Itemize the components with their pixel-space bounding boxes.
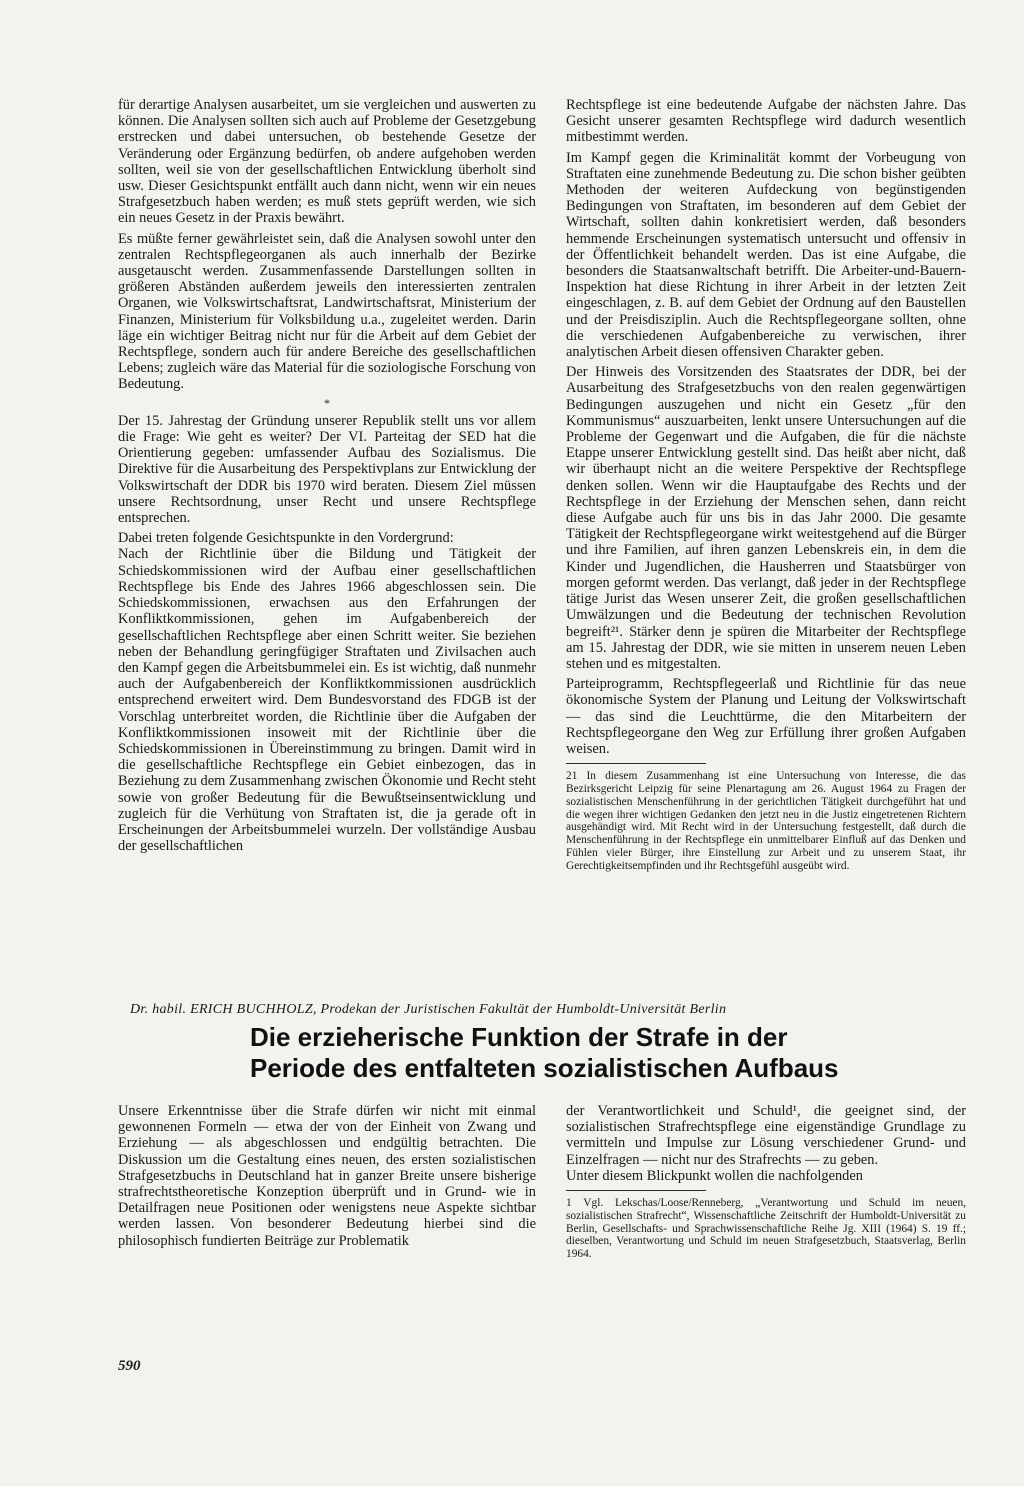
paragraph: Unsere Erkenntnisse über die Strafe dürfen wir nicht mit einmal gewonnenen Formeln — etwa der von der Einheit von Zwang und Erziehung — als abgeschlossen und endgültig betrachten. Die Diskussion um die Gestaltung eines neuen, des ersten sozialistischen Strafgesetzbuchs in Deutschland hat in ganzer Breite unsere bisherige strafrechtstheoretische Konzeption überprüft und in Grund- wie in Detailfragen neue Positionen oder wenigstens neue Aspekte sichtbar werden lassen. Von besonderer Bedeutung hierbei sind die philosophisch fundierten Beiträge zur Problematik <box>118 1103 536 1249</box>
footnote-text: 1 Vgl. Lekschas/Loose/Renneberg, „Verantwortung und Schuld im neuen, sozialistischen Strafrecht“, Wissenschaftliche Zeitschrift der Humboldt-Universität zu Berlin, Gesellschafts- und Sprachwissenschaftliche Reihe Jg. XIII (1964) S. 19 ff.; dieselben, Verantwortung und Schuld im neuen Strafgesetzbuch, Staatsverlag, Berlin 1964. <box>566 1197 966 1261</box>
paragraph: Der Hinweis des Vorsitzenden des Staatsrates der DDR, bei der Ausarbeitung des Strafgesetzbuchs von den realen gegenwärtigen Bedingungen auszugehen und nicht ein Gesetz „für den Kommunismus“ auszuarbeiten, lenkt unsere Untersuchungen auf die Probleme der Gegenwart und die Aufgaben, die für die nächste Etappe unserer Entwicklung gestellt sind. Das heißt aber nicht, daß wir überhaupt nicht an die weitere Perspektive der Rechtspflege denken sollen. Wenn wir die Hauptaufgabe des Rechts und der Rechtspflege in der Erziehung der Menschen sehen, dann reicht diese Aufgabe auch für uns bis in das Jahr 2000. Die gesamte Tätigkeit der Rechtspflegeorgane wirkt weitestgehend auf die Bürger und ihre Familien, auf ihren ganzen Lebenskreis ein, in dem die Kinder und Jugendlichen, die Hausherren und Staatsbürger von morgen geformt werden. Das verlangt, daß jeder in der Rechtspflege tätige Jurist das Wesen unserer Zeit, die großen gesellschaftlichen Umwälzungen und die Bedeutung der technischen Revolution begreift²¹. Stärker denn je spüren die Mitarbeiter der Rechtspflege am 15. Jahrestag der DDR, wie sie mitten in unserem neuen Leben stehen und es mitgestalten. <box>566 364 966 672</box>
title-line-1: Die erzieherische Funktion der Strafe in der <box>250 1022 788 1052</box>
right-column-top <box>566 97 966 873</box>
paragraph: Im Kampf gegen die Kriminalität kommt der Vorbeugung von Straftaten eine zunehmende Bedeutung zu. Die schon bisher geübten Methoden der weiteren Aufdeckung von begünstigenden Bedingungen von Straftaten, im besonderen auf dem Gebiet der Wirtschaft, sollten dahin konkretisiert werden, daß besonders hemmende Erscheinungen systematisch untersucht und offensiv in der Öffentlichkeit behandelt werden. Das ist eine Aufgabe, die besonders die Staatsanwaltschaft betrifft. Die Arbeiter-und-Bauern-Inspektion hat diese Richtung in ihrer Arbeit in der letzten Zeit eingeschlagen, z. B. auf dem Gebiet der Ordnung auf den Baustellen und der Preisdisziplin. Auch die Rechtspflegeorgane sollten, ohne die verschiedenen Aufgabenbereiche zu verwischen, ihrer analytischen Arbeit diesen offensiven Charakter geben. <box>566 149 966 361</box>
section-separator: * <box>324 395 330 410</box>
paragraph: Nach der Richtlinie über die Bildung und Tätigkeit der Schiedskommissionen wird der Aufbau einer gesellschaftlichen Rechtspflege bis Ende des Jahres 1966 abgeschlossen sein. Die Schiedskommissionen, erwachsen aus den Erfahrungen der Konfliktkommissionen, gehen im Aufgabenbereich der gesellschaftlichen Rechtspflege aber einen Schritt weiter. Sie beziehen neben der Behandlung geringfügiger Straftaten und Zivilsachen auch den Kampf gegen die Arbeitsbummelei ein. Es ist wichtig, daß nunmehr auch der Aufgabenbereich der Konfliktkommissionen ausdrücklich entsprechend erweitert wird. Dem Bundesvorstand des FDGB ist der Vorschlag unterbreitet worden, die Richtlinie über die Aufgaben der Konfliktkommissionen insoweit mit der Richtlinie über die Schiedskommissionen in Übereinstimmung zu bringen. Damit wird in die gesellschaftliche Rechtspflege ein Gebiet einbezogen, das in Beziehung zu dem Zusammenhang zwischen Ökonomie und Recht steht sowie von großer Bedeutung für die Bewußtseinsentwicklung und zugleich für die Verhütung von Straftaten ist, die ja gerade oft in Erscheinungen der Arbeitsbummelei wurzeln. Der vollständige Ausbau der gesellschaftlichen <box>118 546 536 855</box>
footnote <box>566 1197 966 1261</box>
paragraph: Es müßte ferner gewährleistet sein, daß die Analysen sowohl unter den zentralen Rechtspflegeorganen als auch innerhalb der Bezirke ausgetauscht werden. Zusammenfassende Darstellungen sollten in größeren Abständen außerdem jeweils den interessierten zentralen Organen, wie Volkswirtschaftsrat, Landwirtschaftsrat, Ministerium der Finanzen, Ministerium für Volksbildung u.a., zugeleitet werden. Darin läge ein wichtiger Beitrag nicht nur für die Arbeit auf dem Gebiet der Rechtspflege, sondern auch für andere Bereiche des gesellschaftlichen Lebens; zugleich wäre das Material für die soziologische Forschung von Bedeutung. <box>118 230 536 393</box>
right-column-bottom <box>566 1103 966 1261</box>
author-line: Dr. habil. ERICH BUCHHOLZ, Prodekan der Juristischen Fakultät der Humboldt-Universität Berlin <box>130 1002 727 1017</box>
article-title <box>250 1022 950 1084</box>
paragraph: für derartige Analysen ausarbeitet, um sie vergleichen und auswerten zu können. Die Analysen sollten sich auch auf Probleme der Gesetzgebung erstrecken und dabei untersuchen, ob bestehende Gesetze der Veränderung oder Ergänzung bedürfen, ob andere aufgehoben werden sollten, weil sie von der gesellschaftlichen Entwicklung überholt sind usw. Dieser Gesichtspunkt entfällt auch dann nicht, wenn wir ein neues Strafgesetzbuch haben werden; es muß stets geprüft werden, wie sich ein neues Gesetz in der Praxis bewährt. <box>118 97 536 227</box>
title-line-2: Periode des entfalteten sozialistischen Aufbaus <box>250 1053 839 1083</box>
paragraph: Dabei treten folgende Gesichtspunkte in den Vordergrund: <box>118 530 454 547</box>
footnote-text: 21 In diesem Zusammenhang ist eine Untersuchung von Interesse, die das Bezirksgericht Leipzig für seine Plenartagung am 26. August 1964 zu Fragen der sozialistischen Menschenführung in der gerichtlichen Tätigkeit durchgeführt hat und die wegen ihrer wichtigen Gedanken den jetzt neu in die Justiz eingetretenen Richtern ausgehändigt wird. Mit Recht wird in der Untersuchung festgestellt, daß durch die Menschenführung in der Rechtspflege ein unmittelbarer Einfluß auf das Denken und Fühlen vieler Bürger, ihre Einstellung zur Arbeit und zu unserem Staat, ihr Gerechtigkeitsempfinden und ihr Rechtsgefühl ausgeübt wird. <box>566 770 966 872</box>
paragraph: der Verantwortlichkeit und Schuld¹, die geeignet sind, der sozialistischen Strafrechtspflege eine eigenständige Grundlage zu vermitteln und Impulse zur Lösung verschiedener Grund- und Einzelfragen — nicht nur des Strafrechts — zu geben. <box>566 1103 966 1168</box>
paragraph: Rechtspflege ist eine bedeutende Aufgabe der nächsten Jahre. Das Gesicht unserer gesamten Rechtspflege wird dadurch wesentlich mitbestimmt werden. <box>566 97 966 146</box>
paragraph: Unter diesem Blickpunkt wollen die nachfolgenden <box>566 1167 863 1184</box>
paragraph: Parteiprogramm, Rechtspflegeerlaß und Richtlinie für das neue ökonomische System der Planung und Leitung der Volkswirtschaft — das sind die Leuchttürme, die den Mitarbeitern der Rechtspflegeorgane den Weg zur Erfüllung ihrer großen Aufgaben weisen. <box>566 676 966 757</box>
left-column-bottom <box>118 1103 536 1253</box>
footnote <box>566 770 966 872</box>
left-column-top <box>118 97 536 858</box>
footnote-divider <box>566 763 706 764</box>
paragraph: Der 15. Jahrestag der Gründung unserer Republik stellt uns vor allem die Frage: Wie geht es weiter? Der VI. Parteitag der SED hat die Orientierung gegeben: umfassender Aufbau des Sozialismus. Die Direktive für die Ausarbeitung des Perspektivplans zur Entwicklung der Volkswirtschaft der DDR bis 1970 wird beraten. Diesem Ziel müssen unsere Rechtsordnung, unser Recht und unsere Rechtspflege entsprechen. <box>118 412 536 527</box>
page-number: 590 <box>118 1358 141 1374</box>
footnote-divider <box>566 1190 706 1191</box>
